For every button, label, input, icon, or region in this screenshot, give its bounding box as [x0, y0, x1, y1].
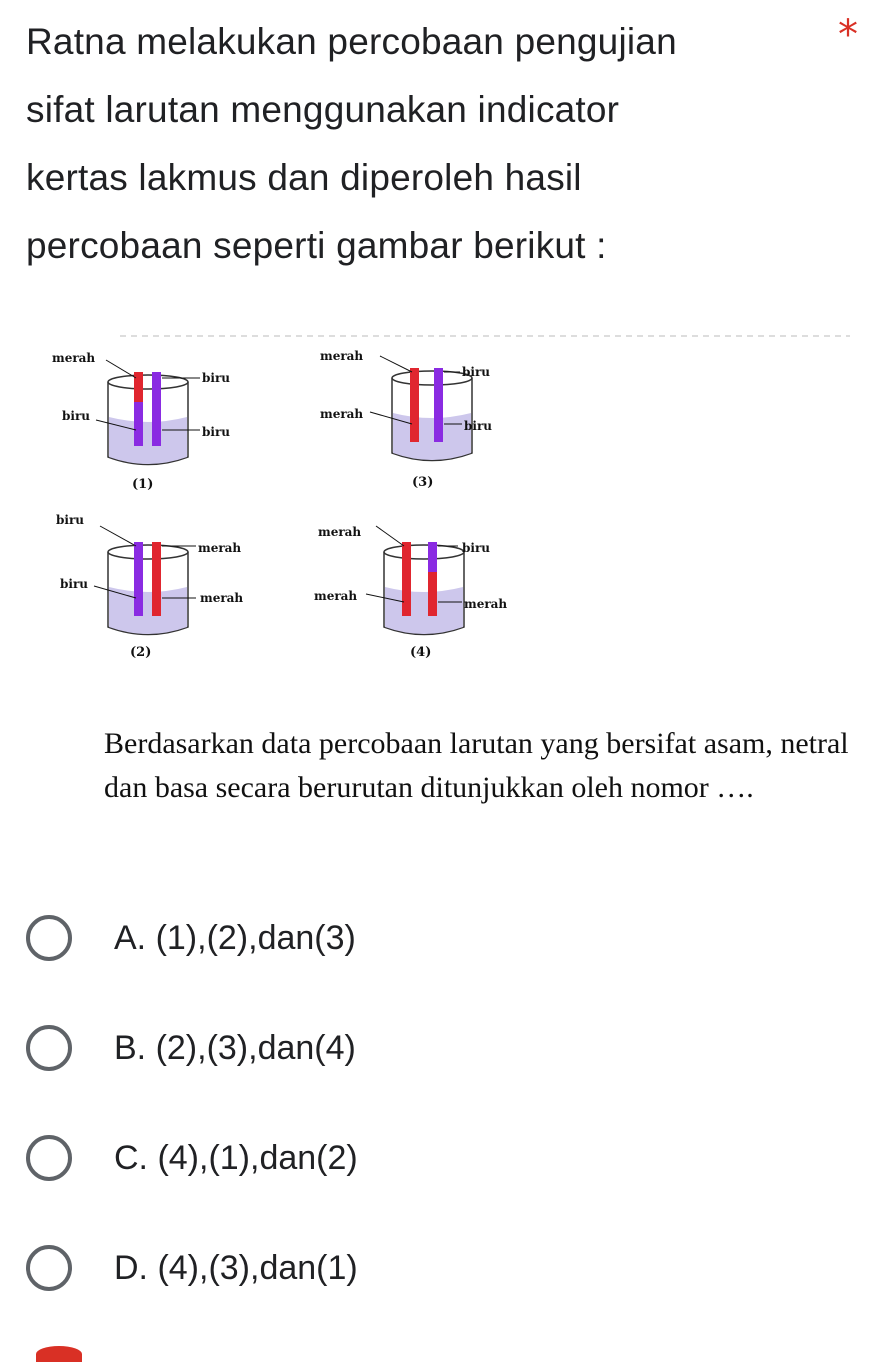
- beaker-1-strip-1-top: [134, 372, 143, 402]
- beaker-3-strip-1-top: [410, 368, 419, 398]
- beaker-1-strip-2-top: [152, 372, 161, 402]
- beaker-4-strip-2-bottom: [428, 572, 437, 616]
- beaker-1-label-left-bottom: biru: [62, 409, 90, 423]
- beaker-2-label-left-bottom: biru: [60, 577, 88, 591]
- option-a-label[interactable]: A. (1),(2),dan(3): [114, 918, 356, 957]
- beaker-4-strip-1-bottom: [402, 572, 411, 616]
- beaker-3-liquid: [393, 413, 471, 460]
- beaker-1-number: (1): [132, 477, 154, 492]
- litmus-experiment-figure: [0, 320, 876, 680]
- beaker-3-strip-2-top: [434, 368, 443, 398]
- option-b-label[interactable]: B. (2),(3),dan(4): [114, 1028, 356, 1067]
- required-asterisk: *: [838, 12, 858, 58]
- beaker-2-label-left-top: biru: [56, 513, 84, 527]
- question-text: [26, 8, 826, 280]
- beaker-4-liquid: [385, 587, 463, 634]
- beaker-4-label-left-bottom: merah: [314, 589, 358, 603]
- beaker-2-strip-2-bottom: [152, 572, 161, 616]
- option-a[interactable]: [26, 910, 356, 966]
- beaker-3-strip-1-bottom: [410, 398, 419, 442]
- beaker-1: [96, 360, 200, 465]
- beaker-2-label-right-top: merah: [198, 541, 242, 555]
- question-line: Ratna melakukan percobaan pengujian: [26, 21, 677, 62]
- beaker-4-label-left-top: merah: [318, 525, 362, 539]
- beaker-2-strip-2-top: [152, 542, 161, 572]
- question-line: percobaan seperti gambar berikut :: [26, 225, 607, 266]
- beaker-4-label-right-top: biru: [462, 541, 490, 555]
- beaker-1-label-left-top: merah: [52, 351, 96, 365]
- beaker-4-number: (4): [410, 645, 432, 660]
- beaker-3-label-right-bottom: biru: [464, 419, 492, 433]
- radio-button-icon[interactable]: [26, 915, 72, 961]
- option-c-label[interactable]: C. (4),(1),dan(2): [114, 1138, 358, 1177]
- beaker-1-liquid: [109, 417, 187, 464]
- question-line: kertas lakmus dan diperoleh hasil: [26, 157, 582, 198]
- beaker-3-label-left-top: merah: [320, 349, 364, 363]
- beaker-3-label-right-top: biru: [462, 365, 490, 379]
- beaker-4-label-right-bottom: merah: [464, 597, 508, 611]
- question-line: sifat larutan menggunakan indicator: [26, 89, 620, 130]
- beaker-2-number: (2): [130, 645, 152, 660]
- radio-button-icon[interactable]: [26, 1245, 72, 1291]
- beaker-2: [94, 526, 196, 635]
- option-d[interactable]: [26, 1240, 358, 1296]
- beaker-3-number: (3): [412, 475, 434, 490]
- question-statement: Berdasarkan data percobaan larutan yang bersifat asam, netral dan basa secara berurutan ditunjukkan oleh nomor ….: [104, 727, 849, 804]
- option-c[interactable]: [26, 1130, 358, 1186]
- beaker-1-label-right-bottom: biru: [202, 425, 230, 439]
- option-b[interactable]: [26, 1020, 356, 1076]
- beaker-4-strip-2-top: [428, 542, 437, 572]
- beaker-2-strip-1-top: [134, 542, 143, 572]
- beaker-1-label-right-top: biru: [202, 371, 230, 385]
- beaker-1-strip-2-bottom: [152, 402, 161, 446]
- radio-button-icon[interactable]: [26, 1025, 72, 1071]
- beaker-2-label-right-bottom: merah: [200, 591, 244, 605]
- option-d-label[interactable]: D. (4),(3),dan(1): [114, 1248, 358, 1287]
- bottom-scroll-indicator: [36, 1346, 82, 1362]
- beaker-3-label-left-bottom: merah: [320, 407, 364, 421]
- beaker-4: [366, 526, 464, 635]
- beaker-4-strip-1-top: [402, 542, 411, 572]
- radio-button-icon[interactable]: [26, 1135, 72, 1181]
- beaker-1-strip-1-bottom: [134, 402, 143, 446]
- beaker-3-strip-2-bottom: [434, 398, 443, 442]
- beaker-3: [370, 356, 472, 461]
- beaker-2-strip-1-bottom: [134, 572, 143, 616]
